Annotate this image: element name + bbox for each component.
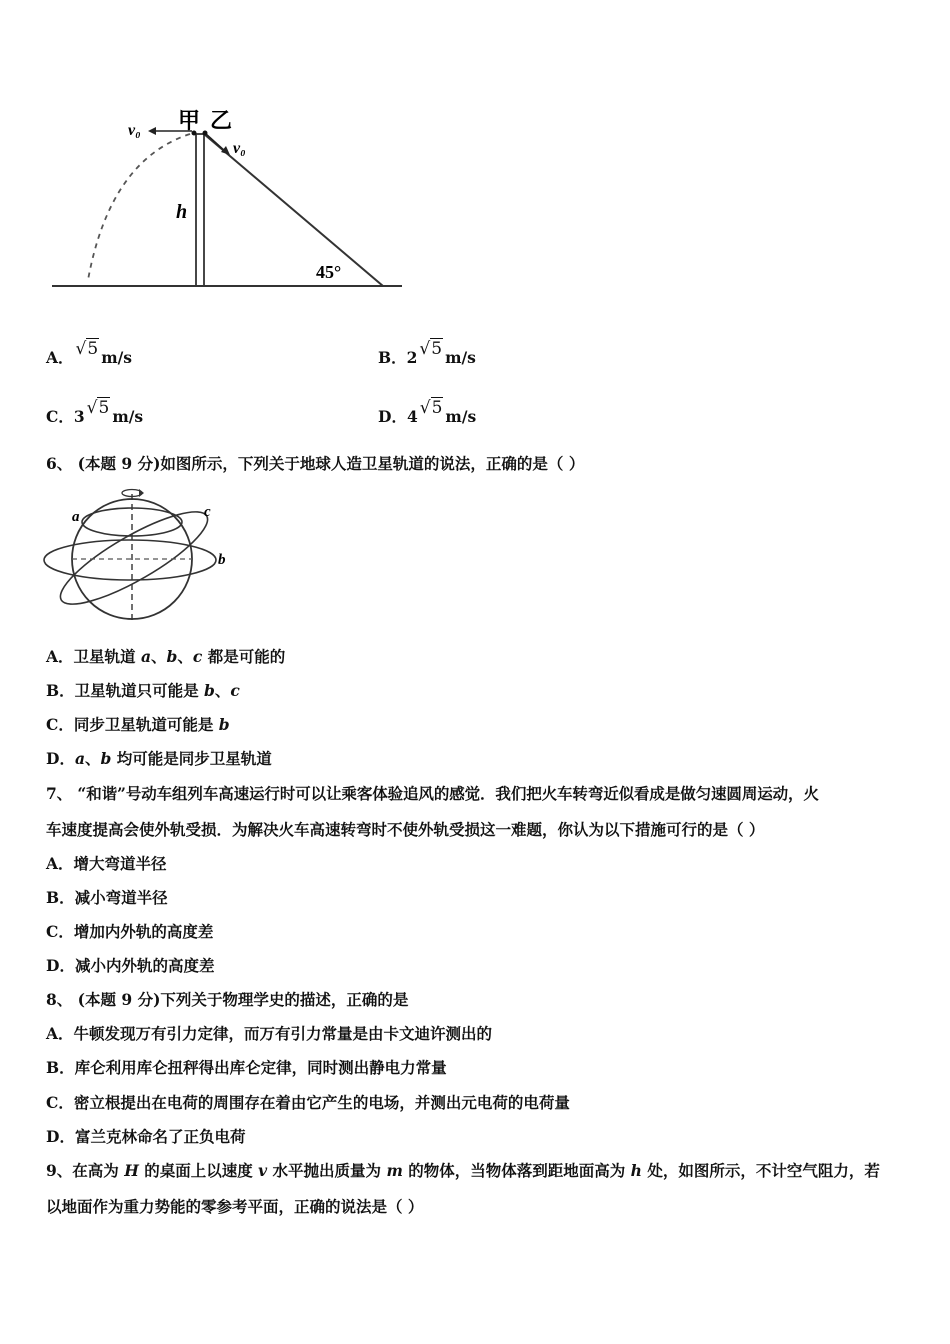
q7-stem-line2: 车速度提高会使外轨受损．为解决火车高速转弯时不使外轨受损这一难题，你认为以下措施可行的是（ ） — [46, 820, 765, 839]
orbit-a — [82, 508, 182, 536]
q5-option-c: C．3 √5 m/s — [46, 398, 144, 426]
label-v0-left: v₀ — [128, 122, 141, 139]
q7-option-b: B．减小弯道半径 — [46, 888, 168, 907]
q9-stem-line1: 9、在高为 H 的桌面上以速度 v 水平抛出质量为 m 的物体，当物体落到距地面高为 h 处，如图所示，不计空气阻力，若 — [46, 1161, 880, 1180]
sqrt-icon: √5 — [419, 398, 443, 418]
label-c: c — [204, 504, 211, 520]
orbit-b — [44, 540, 216, 580]
q5-option-b: B．2 √5 m/s — [378, 339, 476, 367]
trajectory-dashed — [88, 134, 190, 280]
label-b: b — [218, 552, 226, 568]
satellite-orbits-figure — [40, 484, 240, 624]
incline-line — [204, 134, 383, 286]
q8-option-a: A．牛顿发现万有引力定律，而万有引力常量是由卡文迪许测出的 — [46, 1024, 493, 1043]
sqrt-icon: √5 — [86, 398, 110, 418]
projectile-incline-figure — [40, 100, 420, 300]
q6-stem: 6、 (本题 9 分)如图所示，下列关于地球人造卫星轨道的说法，正确的是（ ） — [46, 454, 585, 473]
q7-option-d: D．减小内外轨的高度差 — [46, 956, 215, 975]
q8-option-c: C．密立根提出在电荷的周围存在着由它产生的电场，并测出元电荷的电荷量 — [46, 1093, 570, 1112]
q7-option-c: C．增加内外轨的高度差 — [46, 922, 214, 941]
label-a: a — [72, 509, 80, 525]
q7-option-a: A．增大弯道半径 — [46, 854, 167, 873]
label-v0-right: v₀ — [233, 140, 246, 157]
q6-option-d: D．a、b 均可能是同步卫星轨道 — [46, 749, 272, 768]
label-jia: 甲 — [178, 108, 201, 133]
tower — [196, 134, 204, 286]
velocity-arrow-right — [206, 134, 226, 152]
q5-option-a: A． √5 m/s — [46, 339, 132, 367]
q6-option-c: C．同步卫星轨道可能是 b — [46, 715, 230, 734]
label-h: h — [176, 201, 188, 223]
label-yi: 乙 — [210, 108, 233, 133]
sqrt-icon: √5 — [419, 339, 443, 359]
q8-option-b: B．库仑利用库仑扭秤得出库仑定律，同时测出静电力常量 — [46, 1058, 447, 1077]
q8-stem: 8、 (本题 9 分)下列关于物理学史的描述，正确的是 — [46, 990, 409, 1009]
q6-option-a: A．卫星轨道 a、b、c 都是可能的 — [46, 647, 286, 666]
q6-option-b: B．卫星轨道只可能是 b、c — [46, 681, 240, 700]
sqrt-icon: √5 — [75, 339, 99, 359]
q5-option-d: D．4 √5 m/s — [378, 398, 477, 426]
label-angle: 45° — [316, 262, 342, 282]
q9-stem-line2: 以地面作为重力势能的零参考平面，正确的说法是（ ） — [46, 1197, 424, 1216]
q8-option-d: D．富兰克林命名了正负电荷 — [46, 1127, 246, 1146]
q7-stem-line1: 7、 “和谐”号动车组列车高速运行时可以让乘客体验追风的感觉．我们把火车转弯近似看成是做匀速圆周运动，火 — [46, 784, 819, 803]
